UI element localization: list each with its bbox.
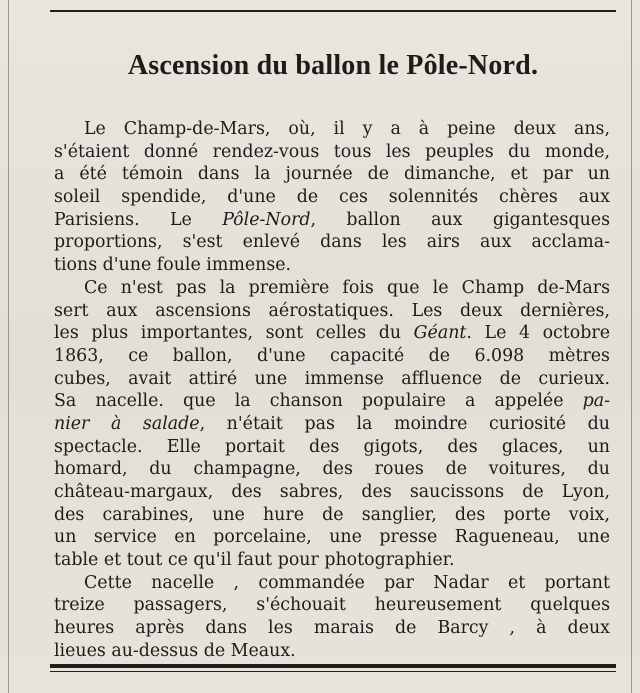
- text-run: table et tout ce qu'il faut pour photographier.: [54, 550, 455, 571]
- text-line: [54, 481, 610, 504]
- italic-text: Pôle-Nord: [222, 209, 311, 230]
- text-run: Parisiens. Le: [54, 209, 223, 230]
- text-line: [54, 322, 610, 345]
- text-run: proportions, s'est enlevé dans les airs aux acclama-: [54, 232, 610, 253]
- text-line: [54, 458, 610, 481]
- text-run: Cette nacelle , commandée par Nadar et portant: [84, 572, 610, 593]
- text-run: château-margaux, des sabres, des saucissons de Lyon,: [54, 482, 610, 502]
- text-run: sert aux ascensions aérostatiques. Les deux dernières,: [54, 300, 610, 321]
- text-run: lieues au-dessus de Meaux.: [54, 640, 296, 661]
- text-run: les plus importantes, sont celles du: [54, 323, 414, 344]
- text-line: [54, 141, 610, 164]
- text-line: [54, 254, 610, 277]
- text-run: tions d'une foule immense.: [54, 255, 292, 276]
- text-run: Sa nacelle. que la chanson populaire a appelée: [54, 391, 583, 412]
- italic-text: nier à salade: [54, 413, 200, 434]
- text-line: [54, 368, 610, 391]
- text-line: [54, 572, 610, 595]
- text-line: [54, 277, 610, 300]
- text-line: [54, 413, 610, 436]
- article-title: Ascension du ballon le Pôle-Nord.: [127, 50, 539, 81]
- text-line: [54, 231, 610, 254]
- text-line: [54, 640, 610, 663]
- text-run: spectacle. Elle portait des gigots, des glaces, un: [54, 436, 610, 457]
- text-run: Ce n'est pas la première fois que le Champ de-Mars: [84, 277, 610, 298]
- top-rule: [50, 10, 616, 12]
- text-line: [54, 118, 610, 141]
- text-run: homard, du champagne, des roues de voitures, du: [54, 459, 610, 480]
- text-run: cubes, avait attiré une immense affluence de curieux.: [54, 368, 610, 389]
- article-paragraph: [54, 118, 610, 277]
- text-line: [54, 209, 610, 232]
- bottom-rule-thick: [50, 664, 616, 668]
- text-run: treize passagers, s'échouait heureusement quelques: [54, 595, 610, 616]
- text-line: [54, 186, 610, 209]
- text-line: [54, 617, 610, 640]
- article-paragraph: [54, 572, 610, 663]
- text-run: 1863, ce ballon, d'une capacité de 6.098 mètres: [54, 345, 610, 366]
- text-line: [54, 526, 610, 549]
- article-paragraph: [54, 277, 610, 572]
- text-run: , n'était pas la moindre curiosité du: [199, 413, 610, 434]
- text-run: heures après dans les marais de Barcy , à deux: [54, 618, 610, 639]
- text-line: [54, 390, 610, 413]
- text-run: s'étaient donné rendez-vous tous les peuples du monde,: [54, 141, 610, 162]
- text-run: . Le 4 octobre: [466, 323, 610, 344]
- column-divider-right: [631, 0, 632, 693]
- text-line: [54, 436, 610, 459]
- article-body: [54, 118, 610, 663]
- text-run: a été témoin dans la journée de dimanche, et par un: [54, 164, 610, 185]
- text-line: [54, 594, 610, 617]
- text-line: [54, 300, 610, 323]
- column-divider-left: [8, 0, 9, 693]
- bottom-rule-thin: [50, 671, 616, 672]
- italic-text: pa-: [582, 391, 610, 412]
- text-line: [54, 549, 610, 572]
- text-run: , ballon aux gigantesques: [310, 209, 610, 230]
- text-run: des carabines, une hure de sanglier, des porte voix,: [54, 504, 610, 525]
- text-run: soleil spendide, d'une de ces solennités chères aux: [54, 187, 610, 208]
- text-line: [54, 504, 610, 527]
- italic-text: Géant: [413, 323, 467, 344]
- text-run: un service en porcelaine, une presse Ragueneau, une: [54, 527, 610, 548]
- text-line: [54, 163, 610, 186]
- text-run: Le Champ-de-Mars, où, il y a à peine deux ans,: [84, 119, 610, 139]
- text-line: [54, 345, 610, 368]
